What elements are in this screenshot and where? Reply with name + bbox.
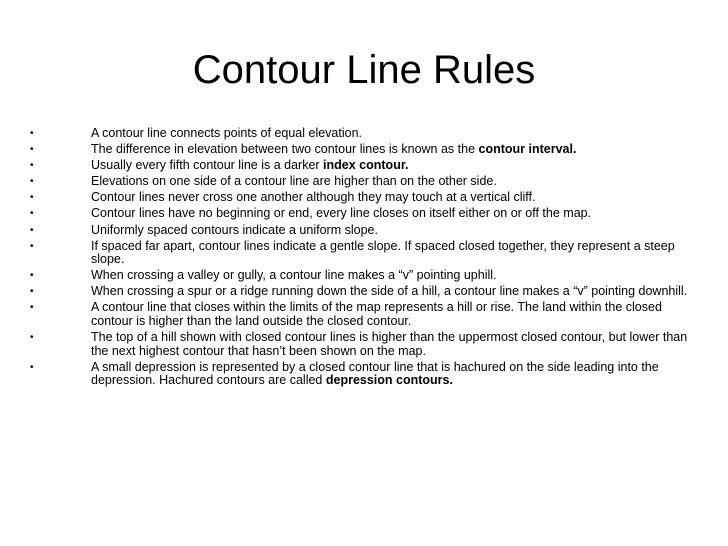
bullet-icon: • [30, 332, 34, 344]
bullet-icon: • [30, 286, 34, 298]
list-item [0, 269, 728, 283]
bullet-icon: • [30, 144, 34, 156]
list-item [0, 240, 728, 267]
bullet-icon: • [30, 361, 34, 373]
list-item [0, 224, 728, 238]
bullet-icon: • [30, 302, 34, 314]
list-item [0, 159, 728, 173]
bullet-bold-text: depression contours. [325, 373, 453, 388]
bullet-text: Contour lines never cross one another although they may touch at a vertical cliff. [91, 190, 536, 205]
bullet-text: A contour line connects points of equal elevation. [91, 126, 363, 140]
bullet-icon: • [30, 208, 34, 220]
list-item [0, 285, 728, 299]
bullet-list [0, 127, 728, 390]
bullet-text: Uniformly spaced contours indicate a uniform slope. [91, 222, 378, 237]
bullet-text: The top of a hill shown with closed contour lines is higher than the uppermost closed contour, but lower than the next highest contour that hasn’t been shown on the map. [91, 330, 688, 358]
bullet-icon: • [30, 176, 34, 188]
bullet-text: Contour lines have no beginning or end, every line closes on itself either on or off the map. [91, 206, 592, 221]
list-item [0, 331, 728, 358]
bullet-bold-text: contour interval. [478, 142, 577, 157]
bullet-text: Usually every fifth contour line is a darker [91, 158, 324, 173]
list-item [0, 143, 728, 157]
bullet-text: If spaced far apart, contour lines indicate a gentle slope. If spaced closed together, they represent a steep slope. [91, 238, 675, 267]
bullet-text: The difference in elevation between two contour lines is known as the [91, 142, 479, 157]
bullet-text: When crossing a spur or a ridge running down the side of a hill, a contour line makes a “v” pointing downhill. [91, 284, 688, 299]
bullet-icon: • [30, 240, 34, 252]
bullet-icon: • [30, 160, 34, 172]
list-item [0, 191, 728, 205]
bullet-text: A small depression is represented by a closed contour line that is hachured on the side leading into the depression. Hachured contours are called [91, 359, 659, 388]
bullet-icon: • [30, 270, 34, 282]
bullet-icon: • [30, 192, 34, 204]
bullet-text: When crossing a valley or gully, a contour line makes a “v” pointing uphill. [91, 268, 497, 283]
bullet-text: Elevations on one side of a contour line are higher than on the other side. [91, 174, 497, 189]
list-item [0, 175, 728, 189]
bullet-icon: • [30, 128, 34, 139]
bullet-bold-text: index contour. [323, 158, 409, 173]
list-item [0, 361, 728, 388]
bullet-text: A contour line that closes within the limits of the map represents a hill or rise. The land within the closed contour is higher than the land outside the closed contour. [91, 300, 662, 328]
list-item [0, 301, 728, 328]
bullet-icon: • [30, 224, 34, 236]
slide-title: Contour Line Rules [192, 48, 536, 92]
list-item [0, 127, 728, 141]
list-item [0, 207, 728, 221]
